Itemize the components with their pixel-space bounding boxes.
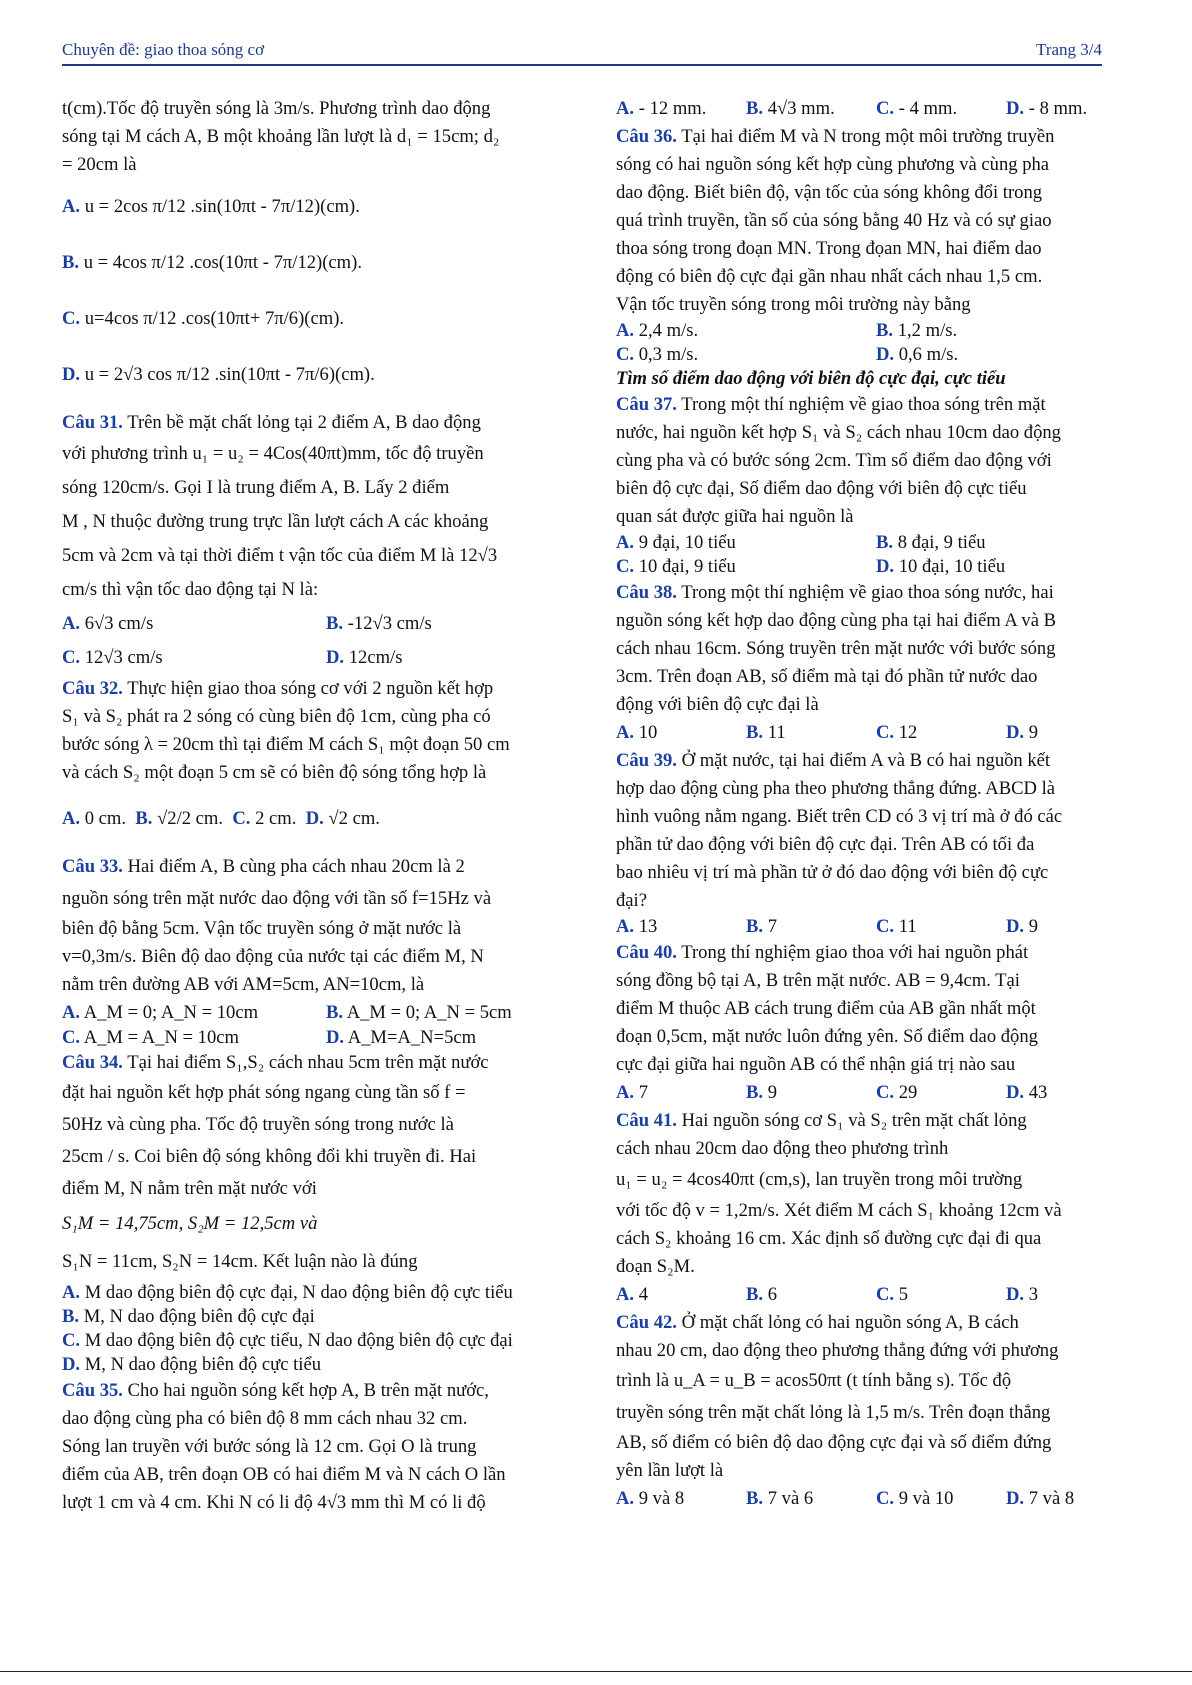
option-b: B. A_M = 0; A_N = 5cm xyxy=(326,1002,512,1023)
question-30-text: t(cm).Tốc độ truyền sóng là 3m/s. Phương trình dao động xyxy=(62,98,491,119)
option-d: D. 9 xyxy=(1006,722,1039,743)
option-c: C. 5 xyxy=(876,1284,909,1305)
option-b: B. 7 và 6 xyxy=(746,1488,814,1509)
option-c: C. 12√3 cm/s xyxy=(62,647,163,668)
option-a: A. M dao động biên độ cực đại, N dao động biên độ cực tiểu xyxy=(62,1282,513,1303)
options-36-ab xyxy=(616,319,1136,343)
question-40-text: đoạn 0,5cm, mặt nước luôn đứng yên. Số điểm dao động xyxy=(616,1026,1038,1047)
question-34-text: đặt hai nguồn kết hợp phát sóng ngang cùng tần số f = xyxy=(62,1082,466,1103)
option-a: A. 4 xyxy=(616,1284,649,1305)
question-37-text: biên độ cực đại, Số điểm dao động với biên độ cực tiểu xyxy=(616,478,1027,499)
question-39-text: bao nhiêu vị trí mà phần tử ở đó dao động với biên độ cực xyxy=(616,862,1049,883)
question-32-text: S₁ và S₂ phát ra 2 sóng có cùng biên độ 1cm, cùng pha có xyxy=(62,706,491,727)
question-42-text: AB, số điểm có biên độ dao động cực đại và số điểm đứng xyxy=(616,1432,1052,1453)
options-31-ab xyxy=(62,607,590,641)
question-35-text: Sóng lan truyền với bước sóng là 12 cm. Gọi O là trung xyxy=(62,1436,477,1457)
option-d: D. A_M=A_N=5cm xyxy=(326,1027,477,1048)
question-37-text: nước, hai nguồn kết hợp S₁ và S₂ cách nhau 10cm dao động xyxy=(616,422,1061,443)
question-42-text: trình là u_A = u_B = acos50πt (t tính bằng s). Tốc độ xyxy=(616,1370,1012,1391)
option-b: B. 6 xyxy=(746,1284,778,1305)
option-c: C. A_M = A_N = 10cm xyxy=(62,1027,239,1048)
question-42-text: truyền sóng trên mặt chất lỏng là 1,5 m/s. Trên đoạn thẳng xyxy=(616,1402,1051,1423)
question-40-text: điểm M thuộc AB cách trung điểm của AB gần nhất một xyxy=(616,998,1036,1019)
question-34: Câu 34. Tại hai điểm S₁,S₂ cách nhau 5cm trên mặt nước xyxy=(62,1052,489,1073)
option-d: D. - 8 mm. xyxy=(1006,98,1088,119)
option-c: C. 12 xyxy=(876,722,918,743)
option-b: B. 8 đại, 9 tiểu xyxy=(876,532,986,553)
question-37-text: cùng pha và có bước sóng 2cm. Tìm số điểm dao động với xyxy=(616,450,1052,471)
options-36-cd xyxy=(616,343,1136,367)
option-a: A. 7 xyxy=(616,1082,649,1103)
right-column xyxy=(616,95,1136,1513)
question-40-text: cực đại giữa hai nguồn AB có thể nhận giá trị nào sau xyxy=(616,1054,1016,1075)
question-41-text: với tốc độ v = 1,2m/s. Xét điểm M cách S₁ khoảng 12cm và xyxy=(616,1200,1062,1221)
option-b: B. 11 xyxy=(746,722,786,743)
option-b: B. -12√3 cm/s xyxy=(326,613,432,634)
option-a: A. u = 2cos π/12 .sin(10πt - 7π/12)(cm). xyxy=(62,196,360,217)
question-31-text: cm/s thì vận tốc dao động tại N là: xyxy=(62,579,319,600)
question-31: Câu 31. Trên bề mặt chất lỏng tại 2 điểm A, B dao động xyxy=(62,412,481,433)
options-39 xyxy=(616,915,1136,939)
question-36-text: dao động. Biết biên độ, vận tốc của sóng không đổi trong xyxy=(616,182,1043,203)
option-c: C. 0,3 m/s. xyxy=(616,344,699,365)
question-36-text: Vận tốc truyền sóng trong môi trường này bằng xyxy=(616,294,971,315)
option-a: A. 2,4 m/s. xyxy=(616,320,699,341)
question-38-text: động với biên độ cực đại là xyxy=(616,694,819,715)
question-36: Câu 36. Tại hai điểm M và N trong một môi trường truyền xyxy=(616,126,1055,147)
question-34-text: 25cm / s. Coi biên độ sóng không đổi khi truyền đi. Hai xyxy=(62,1146,477,1167)
question-39-text: hợp dao động cùng pha theo phương thẳng đứng. ABCD là xyxy=(616,778,1056,799)
question-36-text: động có biên độ cực đại gần nhau nhất cách nhau 1,5 cm. xyxy=(616,266,1043,287)
page-header xyxy=(62,38,1102,66)
question-33-text: biên độ bằng 5cm. Vận tốc truyền sóng ở mặt nước là xyxy=(62,918,462,939)
option-d: D. 12cm/s xyxy=(326,647,403,668)
option-d: D. 10 đại, 10 tiểu xyxy=(876,556,1006,577)
question-38-text: nguồn sóng kết hợp dao động cùng pha tại hai điểm A và B xyxy=(616,610,1057,631)
question-39-text: hình vuông nằm ngang. Biết trên CD có 3 vị trí mà ở đó các xyxy=(616,806,1063,827)
option-a: A. 9 và 8 xyxy=(616,1488,685,1509)
question-36-text: quá trình truyền, tần số của sóng bằng 40 Hz và có sự giao xyxy=(616,210,1052,231)
question-33-text: v=0,3m/s. Biên độ dao động của nước tại các điểm M, N xyxy=(62,946,484,967)
options-35 xyxy=(616,95,1136,123)
options-38 xyxy=(616,719,1136,747)
options-31-cd xyxy=(62,641,590,675)
option-b: B. 4√3 mm. xyxy=(746,98,835,119)
option-b: B. 9 xyxy=(746,1082,778,1103)
option-b: B. M, N dao động biên độ cực đại xyxy=(62,1306,315,1327)
options-42 xyxy=(616,1485,1136,1513)
question-33-text: nguồn sóng trên mặt nước dao động với tần số f=15Hz và xyxy=(62,888,492,909)
question-34-text: điểm M, N nằm trên mặt nước với xyxy=(62,1178,317,1199)
option-b: B. u = 4cos π/12 .cos(10πt - 7π/12)(cm). xyxy=(62,252,362,273)
question-41-text: u₁ = u₂ = 4cos40πt (cm,s), lan truyền trong môi trường xyxy=(616,1169,1023,1190)
option-d: D. 7 và 8 xyxy=(1006,1488,1075,1509)
question-34-text: S₁M = 14,75cm, S₂M = 12,5cm và xyxy=(62,1213,318,1234)
question-39: Câu 39. Ở mặt nước, tại hai điểm A và B có hai nguồn kết xyxy=(616,750,1051,771)
question-41: Câu 41. Hai nguồn sóng cơ S₁ và S₂ trên mặt chất lỏng xyxy=(616,1110,1027,1131)
option-c: C. - 4 mm. xyxy=(876,98,958,119)
option-d: D. 43 xyxy=(1006,1082,1048,1103)
question-39-text: phần tử dao động với biên độ cực đại. Trên AB có tối đa xyxy=(616,834,1035,855)
options-41 xyxy=(616,1281,1136,1309)
question-41-text: cách S₂ khoảng 16 cm. Xác định số đường cực đại đi qua xyxy=(616,1228,1042,1249)
option-d: D. 3 xyxy=(1006,1284,1039,1305)
options-33-ab xyxy=(62,999,590,1027)
question-30-text: = 20cm là xyxy=(62,154,137,175)
option-a: A. 9 đại, 10 tiểu xyxy=(616,532,736,553)
option-d: D. u = 2√3 cos π/12 .sin(10πt - 7π/6)(cm). xyxy=(62,364,375,385)
question-37-text: quan sát được giữa hai nguồn là xyxy=(616,506,854,527)
question-35-text: lượt 1 cm và 4 cm. Khi N có li độ 4√3 mm thì M có li độ xyxy=(62,1492,486,1513)
question-31-text: với phương trình u₁ = u₂ = 4Cos(40πt)mm, tốc độ truyền xyxy=(62,443,484,464)
question-42-text: nhau 20 cm, dao động theo phương thẳng đứng với phương xyxy=(616,1340,1059,1361)
topic-title: Chuyên đề: giao thoa sóng cơ xyxy=(62,40,265,59)
option-c: C. 9 và 10 xyxy=(876,1488,954,1509)
question-33-text: nằm trên đường AB với AM=5cm, AN=10cm, là xyxy=(62,974,425,995)
option-c: C. 11 xyxy=(876,916,917,937)
option-a: A. - 12 mm. xyxy=(616,98,707,119)
question-32-text: bước sóng λ = 20cm thì tại điểm M cách S₁ một đoạn 50 cm xyxy=(62,734,510,755)
question-35-text: điểm của AB, trên đoạn OB có hai điểm M và N cách O lần xyxy=(62,1464,506,1485)
option-c: C. u=4cos π/12 .cos(10πt+ 7π/6)(cm). xyxy=(62,308,345,329)
question-35: Câu 35. Cho hai nguồn sóng kết hợp A, B trên mặt nước, xyxy=(62,1380,489,1401)
question-32: Câu 32. Thực hiện giao thoa sóng cơ với 2 nguồn kết hợp xyxy=(62,678,494,699)
left-column xyxy=(62,95,590,1517)
options-33-cd xyxy=(62,1027,590,1049)
options-40 xyxy=(616,1079,1136,1107)
question-41-text: cách nhau 20cm dao động theo phương trình xyxy=(616,1138,949,1159)
options-32: A. 0 cm. B. √2/2 cm. C. 2 cm. D. √2 cm. xyxy=(62,808,380,829)
option-a: A. 10 xyxy=(616,722,658,743)
question-30-text: sóng tại M cách A, B một khoảng lần lượt là d₁ = 15cm; d₂ xyxy=(62,126,500,147)
question-38-text: cách nhau 16cm. Sóng truyền trên mặt nước với bước sóng xyxy=(616,638,1056,659)
question-36-text: sóng có hai nguồn sóng kết hợp cùng phương và cùng pha xyxy=(616,154,1050,175)
question-31-text: sóng 120cm/s. Gọi I là trung điểm A, B. Lấy 2 điểm xyxy=(62,477,450,498)
question-32-text: và cách S₂ một đoạn 5 cm sẽ có biên độ sóng tổng hợp là xyxy=(62,762,487,783)
option-a: A. 13 xyxy=(616,916,658,937)
option-c: C. M dao động biên độ cực tiểu, N dao động biên độ cực đại xyxy=(62,1330,513,1351)
page-number: Trang 3/4 xyxy=(1036,40,1102,59)
question-38: Câu 38. Trong một thí nghiệm về giao thoa sóng nước, hai xyxy=(616,582,1054,603)
options-37-cd xyxy=(616,555,1136,579)
question-37: Câu 37. Trong một thí nghiệm về giao thoa sóng trên mặt xyxy=(616,394,1046,415)
footer-divider xyxy=(0,1671,1192,1672)
question-42: Câu 42. Ở mặt chất lỏng có hai nguồn sóng A, B cách xyxy=(616,1312,1019,1333)
question-38-text: 3cm. Trên đoạn AB, số điểm mà tại đó phần tử nước dao xyxy=(616,666,1038,687)
question-40: Câu 40. Trong thí nghiệm giao thoa với hai nguồn phát xyxy=(616,942,1029,963)
option-c: C. 10 đại, 9 tiểu xyxy=(616,556,736,577)
option-d: D. M, N dao động biên độ cực tiểu xyxy=(62,1354,321,1375)
question-34-text: 50Hz và cùng pha. Tốc độ truyền sóng trong nước là xyxy=(62,1114,454,1135)
option-c: C. 29 xyxy=(876,1082,918,1103)
option-b: B. 7 xyxy=(746,916,778,937)
question-33: Câu 33. Hai điểm A, B cùng pha cách nhau 20cm là 2 xyxy=(62,856,465,877)
question-40-text: sóng đồng bộ tại A, B trên mặt nước. AB = 9,4cm. Tại xyxy=(616,970,1020,991)
question-31-text: M , N thuộc đường trung trực lần lượt cách A các khoảng xyxy=(62,511,489,532)
options-37-ab xyxy=(616,531,1136,555)
question-42-text: yên lần lượt là xyxy=(616,1460,724,1481)
question-39-text: đại? xyxy=(616,890,647,911)
question-41-text: đoạn S₂M. xyxy=(616,1256,695,1277)
section-heading: Tìm số điểm dao động với biên độ cực đại, cực tiểu xyxy=(616,368,1006,389)
option-d: D. 9 xyxy=(1006,916,1039,937)
question-34-text: S₁N = 11cm, S₂N = 14cm. Kết luận nào là đúng xyxy=(62,1251,418,1272)
option-a: A. 6√3 cm/s xyxy=(62,613,154,634)
option-b: B. 1,2 m/s. xyxy=(876,320,958,341)
question-36-text: thoa sóng trong đoạn MN. Trong đọan MN, hai điểm dao xyxy=(616,238,1042,259)
option-a: A. A_M = 0; A_N = 10cm xyxy=(62,1002,259,1023)
question-31-text: 5cm và 2cm và tại thời điểm t vận tốc của điểm M là 12√3 xyxy=(62,545,498,566)
option-d: D. 0,6 m/s. xyxy=(876,344,959,365)
question-35-text: dao động cùng pha có biên độ 8 mm cách nhau 32 cm. xyxy=(62,1408,468,1429)
